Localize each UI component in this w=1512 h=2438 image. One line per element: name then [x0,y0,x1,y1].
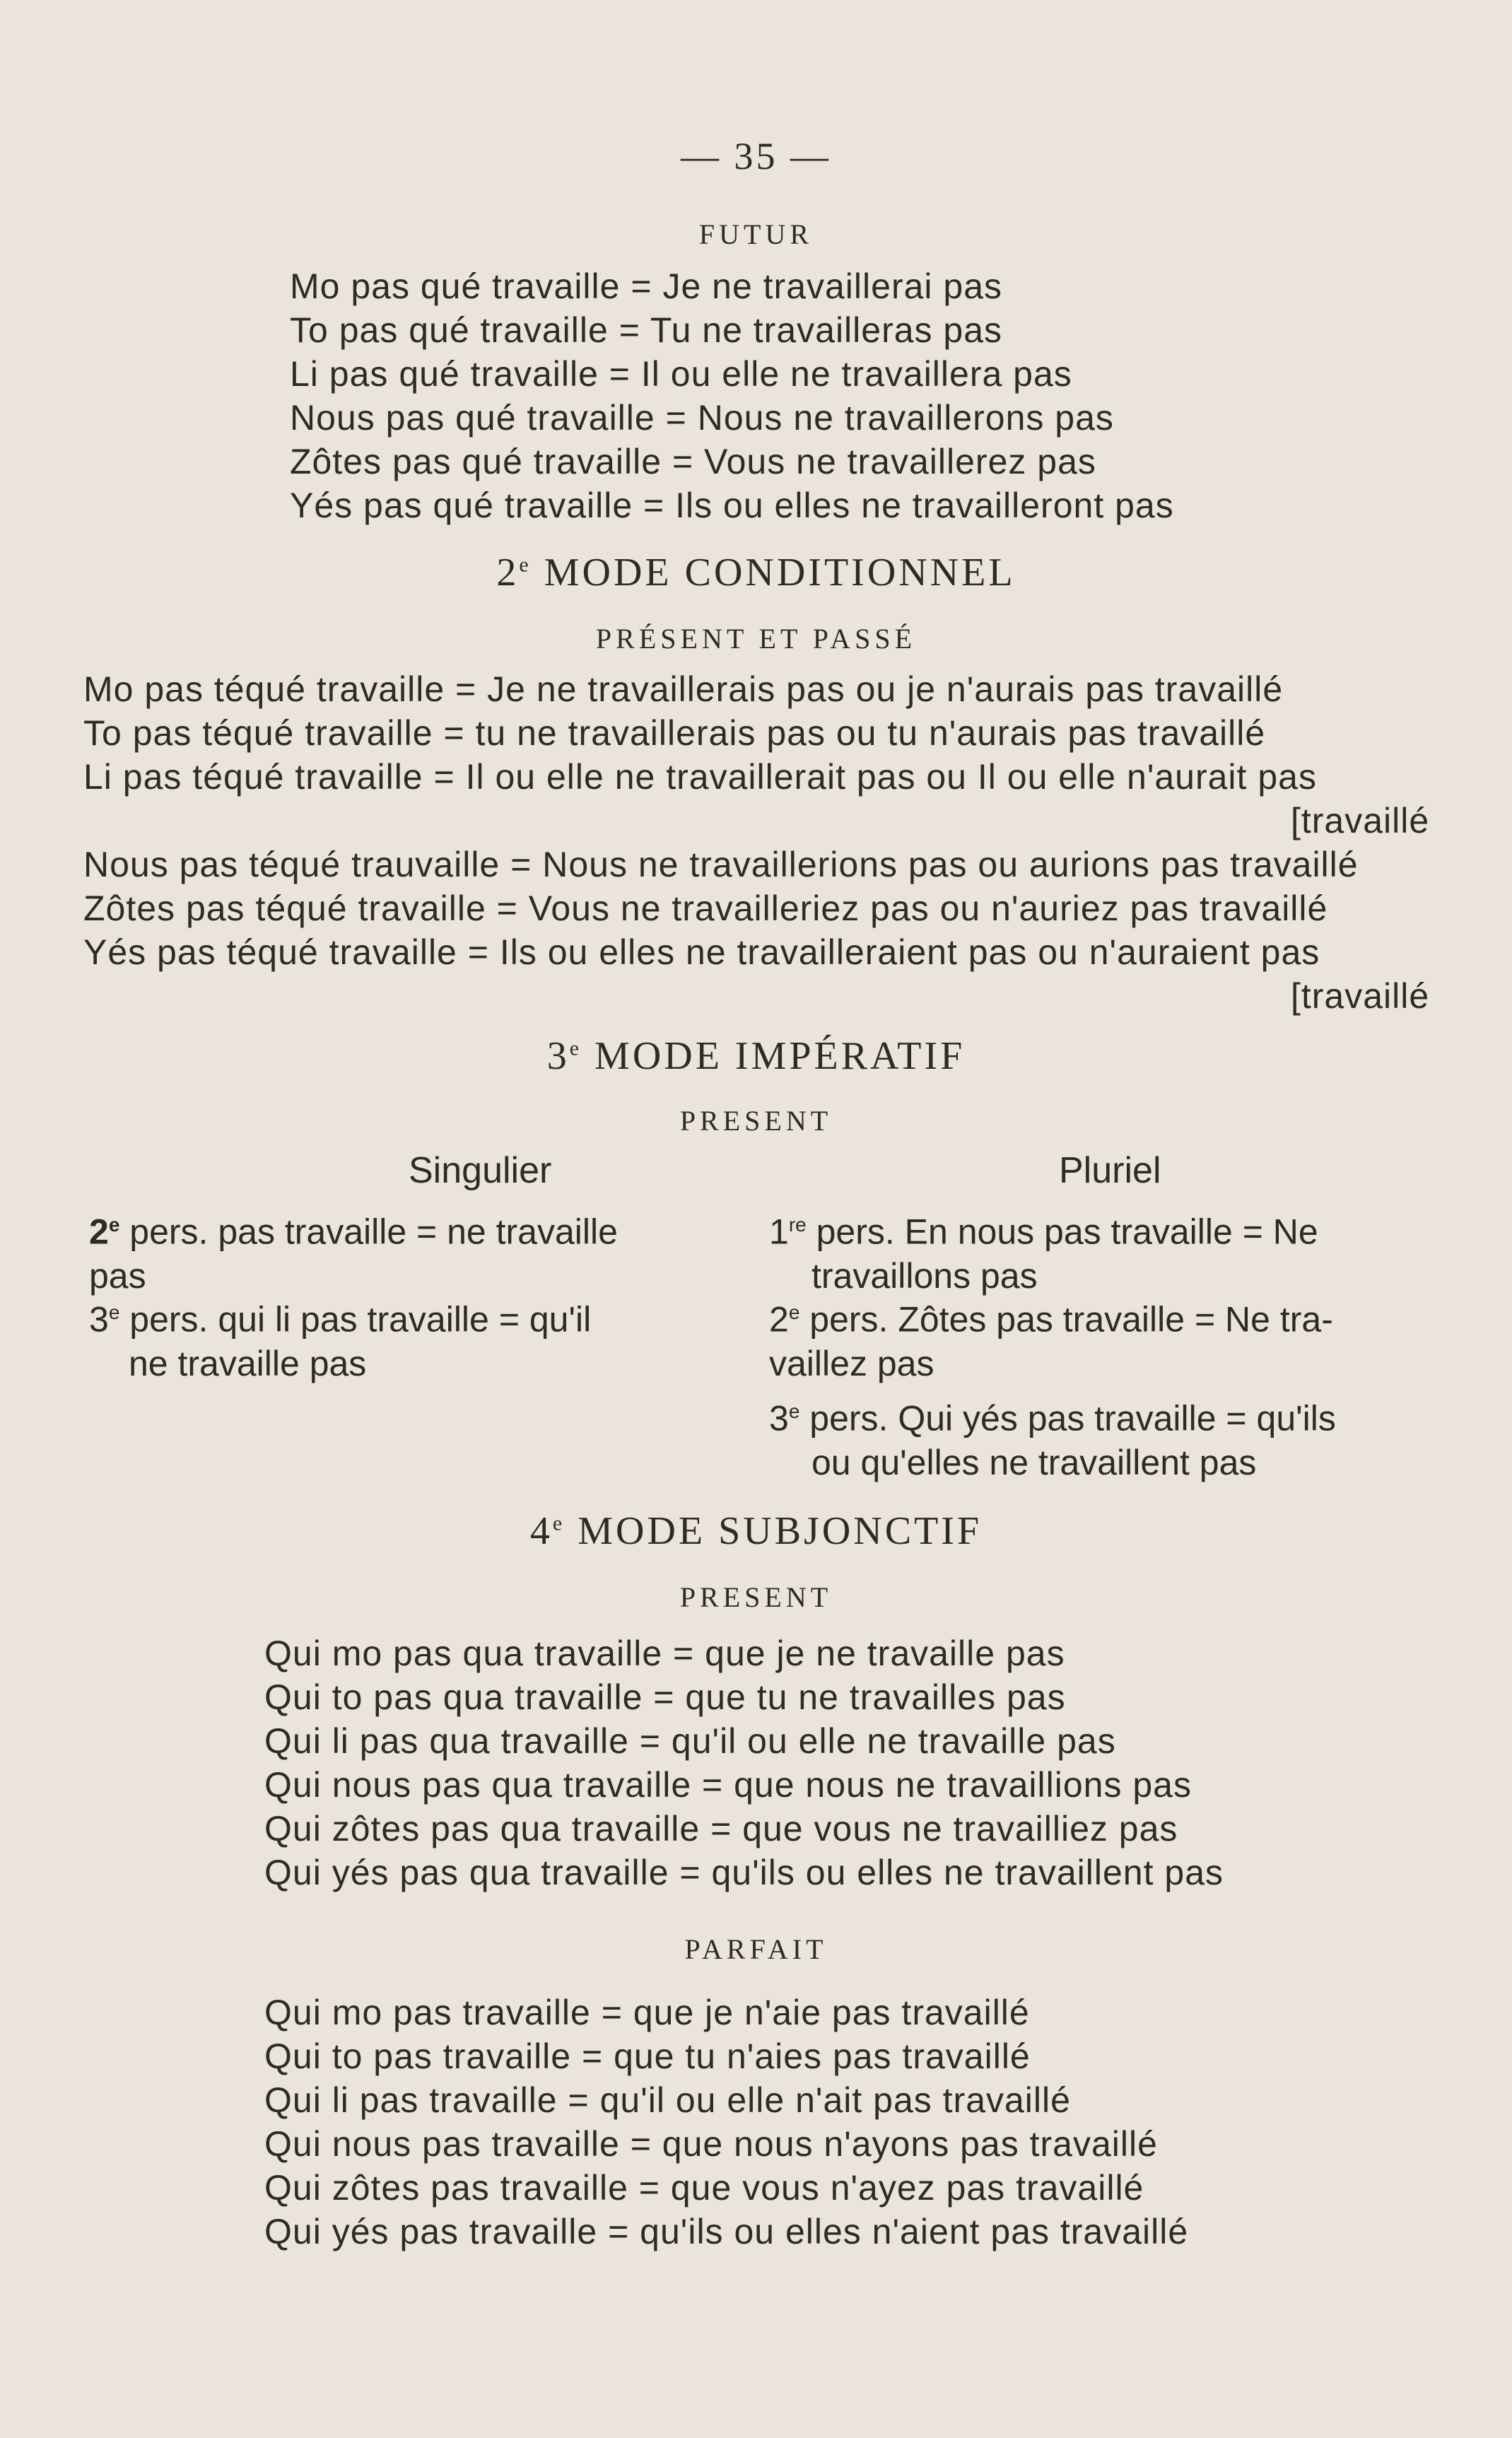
mode-number: 2 [496,551,520,594]
singulier-header: Singulier [409,1150,552,1191]
conditionnel-line: Li pas téqué travaille = Il ou elle ne travaillerait pas ou Il ou elle n'aurait pas [83,757,1317,797]
mode-title: MODE IMPÉRATIF [594,1034,966,1078]
futur-line: Mo pas qué travaille = Je ne travaillerai pas [290,266,1003,306]
futur-line: Nous pas qué travaille = Nous ne travaillerons pas [290,398,1114,438]
mode-number-suffix: e [552,1511,565,1535]
subjonctif-heading [0,1508,1512,1554]
futur-line: Li pas qué travaille = Il ou elle ne travaillera pas [290,354,1072,394]
mode-number-suffix: e [569,1036,582,1060]
subjonctif-parfait-line: Qui li pas travaille = qu'il ou elle n'ait pas travaillé [264,2080,1071,2120]
subjonctif-parfait-line: Qui mo pas travaille = que je n'aie pas travaillé [264,1993,1030,2032]
subjonctif-parfait-line: Qui yés pas travaille = qu'ils ou elles n'aient pas travaillé [264,2212,1189,2251]
futur-line: Yés pas qué travaille = Ils ou elles ne travailleront pas [290,486,1174,525]
conditionnel-line-continuation: [travaillé [1291,976,1430,1016]
imperatif-pluriel-entry: 3e pers. Qui yés pas travaille = qu'ils ou qu'elles ne travaillent pas [769,1398,1336,1482]
imperatif-pluriel-entry: 2e pers. Zôtes pas travaille = Ne tra- vaillez pas [769,1299,1333,1383]
mode-title: MODE SUBJONCTIF [578,1509,983,1553]
conditionnel-line-continuation: [travaillé [1291,801,1430,840]
subjonctif-parfait-heading: PARFAIT [684,1933,828,1965]
mode-number: 3 [546,1034,570,1078]
subjonctif-present-line: Qui mo pas qua travaille = que je ne travaille pas [264,1634,1065,1673]
imperatif-singulier-entry: 3e pers. qui li pas travaille = qu'il ne travaille pas [89,1299,592,1383]
futur-line: To pas qué travaille = Tu ne travailleras pas [290,310,1003,350]
conditionnel-line: Yés pas téqué travaille = Ils ou elles ne travailleraient pas ou n'auraient pas [83,932,1320,972]
subjonctif-present-line: Qui to pas qua travaille = que tu ne travailles pas [264,1677,1066,1717]
futur-line: Zôtes pas qué travaille = Vous ne travaillerez pas [290,442,1096,481]
subjonctif-parfait-line: Qui zôtes pas travaille = que vous n'ayez pas travaillé [264,2168,1144,2208]
subjonctif-parfait-line: Qui to pas travaille = que tu n'aies pas travaillé [264,2036,1031,2076]
subjonctif-present-heading: PRESENT [679,1581,833,1613]
subjonctif-present-line: Qui li pas qua travaille = qu'il ou elle ne travaille pas [264,1721,1116,1761]
conditionnel-line: Nous pas téqué trauvaille = Nous ne travaillerions pas ou aurions pas travaillé [83,845,1359,884]
conditionnel-subheading: PRÉSENT ET PASSÉ [595,623,917,655]
pluriel-header: Pluriel [1059,1150,1161,1191]
conditionnel-heading [0,550,1512,595]
imperatif-heading [0,1033,1512,1079]
futur-heading: FUTUR [698,218,814,250]
imperatif-subheading: PRESENT [679,1105,833,1137]
subjonctif-present-line: Qui yés pas qua travaille = qu'ils ou elles ne travaillent pas [264,1853,1224,1892]
mode-number-suffix: e [519,553,532,577]
imperatif-pluriel-entry: 1re pers. En nous pas travaille = Ne travaillons pas [769,1212,1318,1296]
subjonctif-parfait-line: Qui nous pas travaille = que nous n'ayons pas travaillé [264,2124,1158,2164]
imperatif-singulier-entry: 2e pers. pas travaille = ne travaille pas [89,1212,618,1296]
mode-title: MODE CONDITIONNEL [544,551,1016,594]
conditionnel-line: To pas téqué travaille = tu ne travaillerais pas ou tu n'aurais pas travaillé [83,713,1266,753]
mode-number: 4 [529,1509,553,1553]
conditionnel-line: Zôtes pas téqué travaille = Vous ne travailleriez pas ou n'auriez pas travaillé [83,889,1328,928]
subjonctif-present-line: Qui nous pas qua travaille = que nous ne travaillions pas [264,1765,1192,1805]
subjonctif-present-line: Qui zôtes pas qua travaille = que vous ne travailliez pas [264,1809,1178,1848]
conditionnel-line: Mo pas téqué travaille = Je ne travaillerais pas ou je n'aurais pas travaillé [83,669,1284,709]
page-number: — 35 — [681,135,831,177]
